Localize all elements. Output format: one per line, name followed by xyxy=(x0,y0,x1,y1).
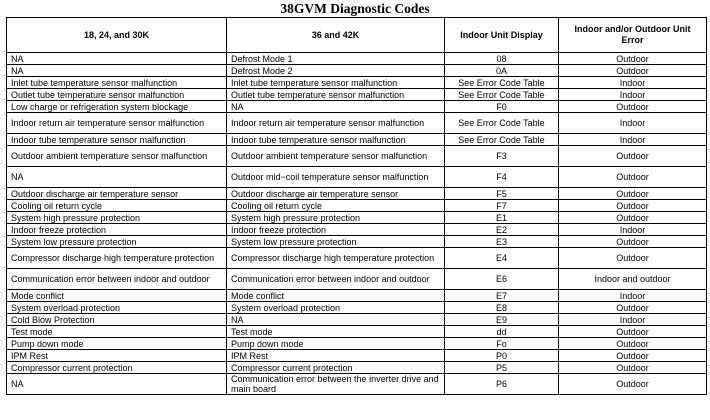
table-row xyxy=(7,113,707,134)
cell-error-location: Indoor xyxy=(559,314,707,326)
cell-error-location: Outdoor xyxy=(559,236,707,248)
cell-error-location: Indoor xyxy=(559,290,707,302)
cell-error-location: Outdoor xyxy=(559,212,707,224)
cell-large-units: Mode conflict xyxy=(227,290,445,302)
cell-large-units: Cooling oil return cycle xyxy=(227,200,445,212)
cell-large-units: Indoor tube temperature sensor malfunction xyxy=(227,134,445,146)
cell-indoor-display: E4 xyxy=(445,248,559,269)
cell-large-units: Compressor current protection xyxy=(227,362,445,374)
cell-indoor-display: 0A xyxy=(445,65,559,77)
cell-small-units: Low charge or refrigeration system blockage xyxy=(7,101,227,113)
cell-large-units: Inlet tube temperature sensor malfunction xyxy=(227,77,445,89)
cell-small-units: Indoor return air temperature sensor malfunction xyxy=(7,113,227,134)
table-row xyxy=(7,290,707,302)
cell-error-location: Outdoor xyxy=(559,350,707,362)
cell-large-units: System low pressure protection xyxy=(227,236,445,248)
cell-error-location: Outdoor xyxy=(559,374,707,395)
cell-indoor-display: E8 xyxy=(445,302,559,314)
table-row xyxy=(7,212,707,224)
table-row xyxy=(7,374,707,395)
table-row xyxy=(7,338,707,350)
cell-small-units: Outlet tube temperature sensor malfunction xyxy=(7,89,227,101)
cell-small-units: Indoor freeze protection xyxy=(7,224,227,236)
cell-large-units: Test mode xyxy=(227,326,445,338)
column-header-indoor-display: Indoor Unit Display xyxy=(445,18,559,53)
table-row xyxy=(7,65,707,77)
table-row xyxy=(7,302,707,314)
table-row xyxy=(7,314,707,326)
cell-indoor-display: F5 xyxy=(445,188,559,200)
cell-indoor-display: 08 xyxy=(445,53,559,65)
table-row xyxy=(7,326,707,338)
cell-large-units: Outdoor ambient temperature sensor malfunction xyxy=(227,146,445,167)
table-row xyxy=(7,134,707,146)
table-row xyxy=(7,146,707,167)
cell-error-location: Outdoor xyxy=(559,146,707,167)
table-row xyxy=(7,236,707,248)
cell-small-units: Compressor current protection xyxy=(7,362,227,374)
cell-indoor-display: F4 xyxy=(445,167,559,188)
cell-large-units: Outdoor mid−coil temperature sensor malfunction xyxy=(227,167,445,188)
cell-small-units: IPM Rest xyxy=(7,350,227,362)
table-row xyxy=(7,188,707,200)
table-row xyxy=(7,167,707,188)
cell-indoor-display: E9 xyxy=(445,314,559,326)
cell-large-units: IPM Rest xyxy=(227,350,445,362)
table-row xyxy=(7,248,707,269)
cell-indoor-display: See Error Code Table xyxy=(445,89,559,101)
cell-large-units: Communication error between the inverter drive and main board xyxy=(227,374,445,395)
column-header-small-units: 18, 24, and 30K xyxy=(7,18,227,53)
cell-indoor-display: See Error Code Table xyxy=(445,77,559,89)
cell-error-location: Outdoor xyxy=(559,167,707,188)
cell-error-location: Indoor xyxy=(559,113,707,134)
cell-small-units: Outdoor ambient temperature sensor malfunction xyxy=(7,146,227,167)
cell-indoor-display: P6 xyxy=(445,374,559,395)
cell-small-units: Test mode xyxy=(7,326,227,338)
cell-small-units: NA xyxy=(7,167,227,188)
cell-error-location: Indoor xyxy=(559,134,707,146)
table-row xyxy=(7,53,707,65)
cell-large-units: Pump down mode xyxy=(227,338,445,350)
cell-error-location: Outdoor xyxy=(559,362,707,374)
cell-indoor-display: E3 xyxy=(445,236,559,248)
cell-error-location: Outdoor xyxy=(559,200,707,212)
table-row xyxy=(7,200,707,212)
cell-indoor-display: E2 xyxy=(445,224,559,236)
cell-indoor-display: P0 xyxy=(445,350,559,362)
cell-large-units: Communication error between indoor and outdoor xyxy=(227,269,445,290)
cell-large-units: Indoor return air temperature sensor malfunction xyxy=(227,113,445,134)
cell-small-units: Inlet tube temperature sensor malfunction xyxy=(7,77,227,89)
cell-indoor-display: F7 xyxy=(445,200,559,212)
cell-small-units: Outdoor discharge air temperature sensor xyxy=(7,188,227,200)
cell-small-units: System low pressure protection xyxy=(7,236,227,248)
cell-error-location: Outdoor xyxy=(559,65,707,77)
cell-indoor-display: F3 xyxy=(445,146,559,167)
cell-error-location: Outdoor xyxy=(559,101,707,113)
cell-indoor-display: See Error Code Table xyxy=(445,113,559,134)
cell-large-units: Defrost Mode 2 xyxy=(227,65,445,77)
cell-large-units: System overload protection xyxy=(227,302,445,314)
cell-error-location: Outdoor xyxy=(559,248,707,269)
cell-error-location: Indoor xyxy=(559,224,707,236)
cell-small-units: NA xyxy=(7,65,227,77)
column-header-error-location: Indoor and/or Outdoor Unit Error xyxy=(559,18,707,53)
table-row xyxy=(7,77,707,89)
cell-large-units: NA xyxy=(227,101,445,113)
table-row xyxy=(7,269,707,290)
cell-error-location: Outdoor xyxy=(559,53,707,65)
cell-large-units: Indoor freeze protection xyxy=(227,224,445,236)
table-row xyxy=(7,224,707,236)
cell-small-units: System high pressure protection xyxy=(7,212,227,224)
column-header-large-units: 36 and 42K xyxy=(227,18,445,53)
cell-small-units: NA xyxy=(7,53,227,65)
cell-indoor-display: E7 xyxy=(445,290,559,302)
table-row xyxy=(7,362,707,374)
cell-small-units: Mode conflict xyxy=(7,290,227,302)
cell-large-units: Compressor discharge high temperature protection xyxy=(227,248,445,269)
cell-error-location: Outdoor xyxy=(559,302,707,314)
table-row xyxy=(7,101,707,113)
cell-large-units: System high pressure protection xyxy=(227,212,445,224)
cell-small-units: Cold Blow Protection xyxy=(7,314,227,326)
cell-error-location: Outdoor xyxy=(559,338,707,350)
cell-indoor-display: E1 xyxy=(445,212,559,224)
table-header-row xyxy=(7,18,707,53)
cell-small-units: NA xyxy=(7,374,227,395)
cell-small-units: Communication error between indoor and outdoor xyxy=(7,269,227,290)
cell-small-units: Pump down mode xyxy=(7,338,227,350)
diagnostic-codes-table xyxy=(6,17,707,395)
cell-error-location: Indoor xyxy=(559,89,707,101)
page-title: 38GVM Diagnostic Codes xyxy=(280,1,430,16)
cell-large-units: Defrost Mode 1 xyxy=(227,53,445,65)
table-row xyxy=(7,89,707,101)
cell-indoor-display: P5 xyxy=(445,362,559,374)
cell-large-units: Outdoor discharge air temperature sensor xyxy=(227,188,445,200)
cell-small-units: Cooling oil return cycle xyxy=(7,200,227,212)
cell-error-location: Outdoor xyxy=(559,188,707,200)
cell-indoor-display: F0 xyxy=(445,101,559,113)
cell-large-units: NA xyxy=(227,314,445,326)
cell-error-location: Outdoor xyxy=(559,326,707,338)
table-body xyxy=(7,53,707,395)
cell-small-units: Indoor tube temperature sensor malfunction xyxy=(7,134,227,146)
cell-small-units: Compressor discharge high temperature protection xyxy=(7,248,227,269)
cell-small-units: System overload protection xyxy=(7,302,227,314)
table-row xyxy=(7,350,707,362)
cell-error-location: Indoor and outdoor xyxy=(559,269,707,290)
cell-indoor-display: See Error Code Table xyxy=(445,134,559,146)
cell-large-units: Outlet tube temperature sensor malfunction xyxy=(227,89,445,101)
cell-error-location: Indoor xyxy=(559,77,707,89)
cell-indoor-display: dd xyxy=(445,326,559,338)
cell-indoor-display: E6 xyxy=(445,269,559,290)
cell-indoor-display: Fo xyxy=(445,338,559,350)
